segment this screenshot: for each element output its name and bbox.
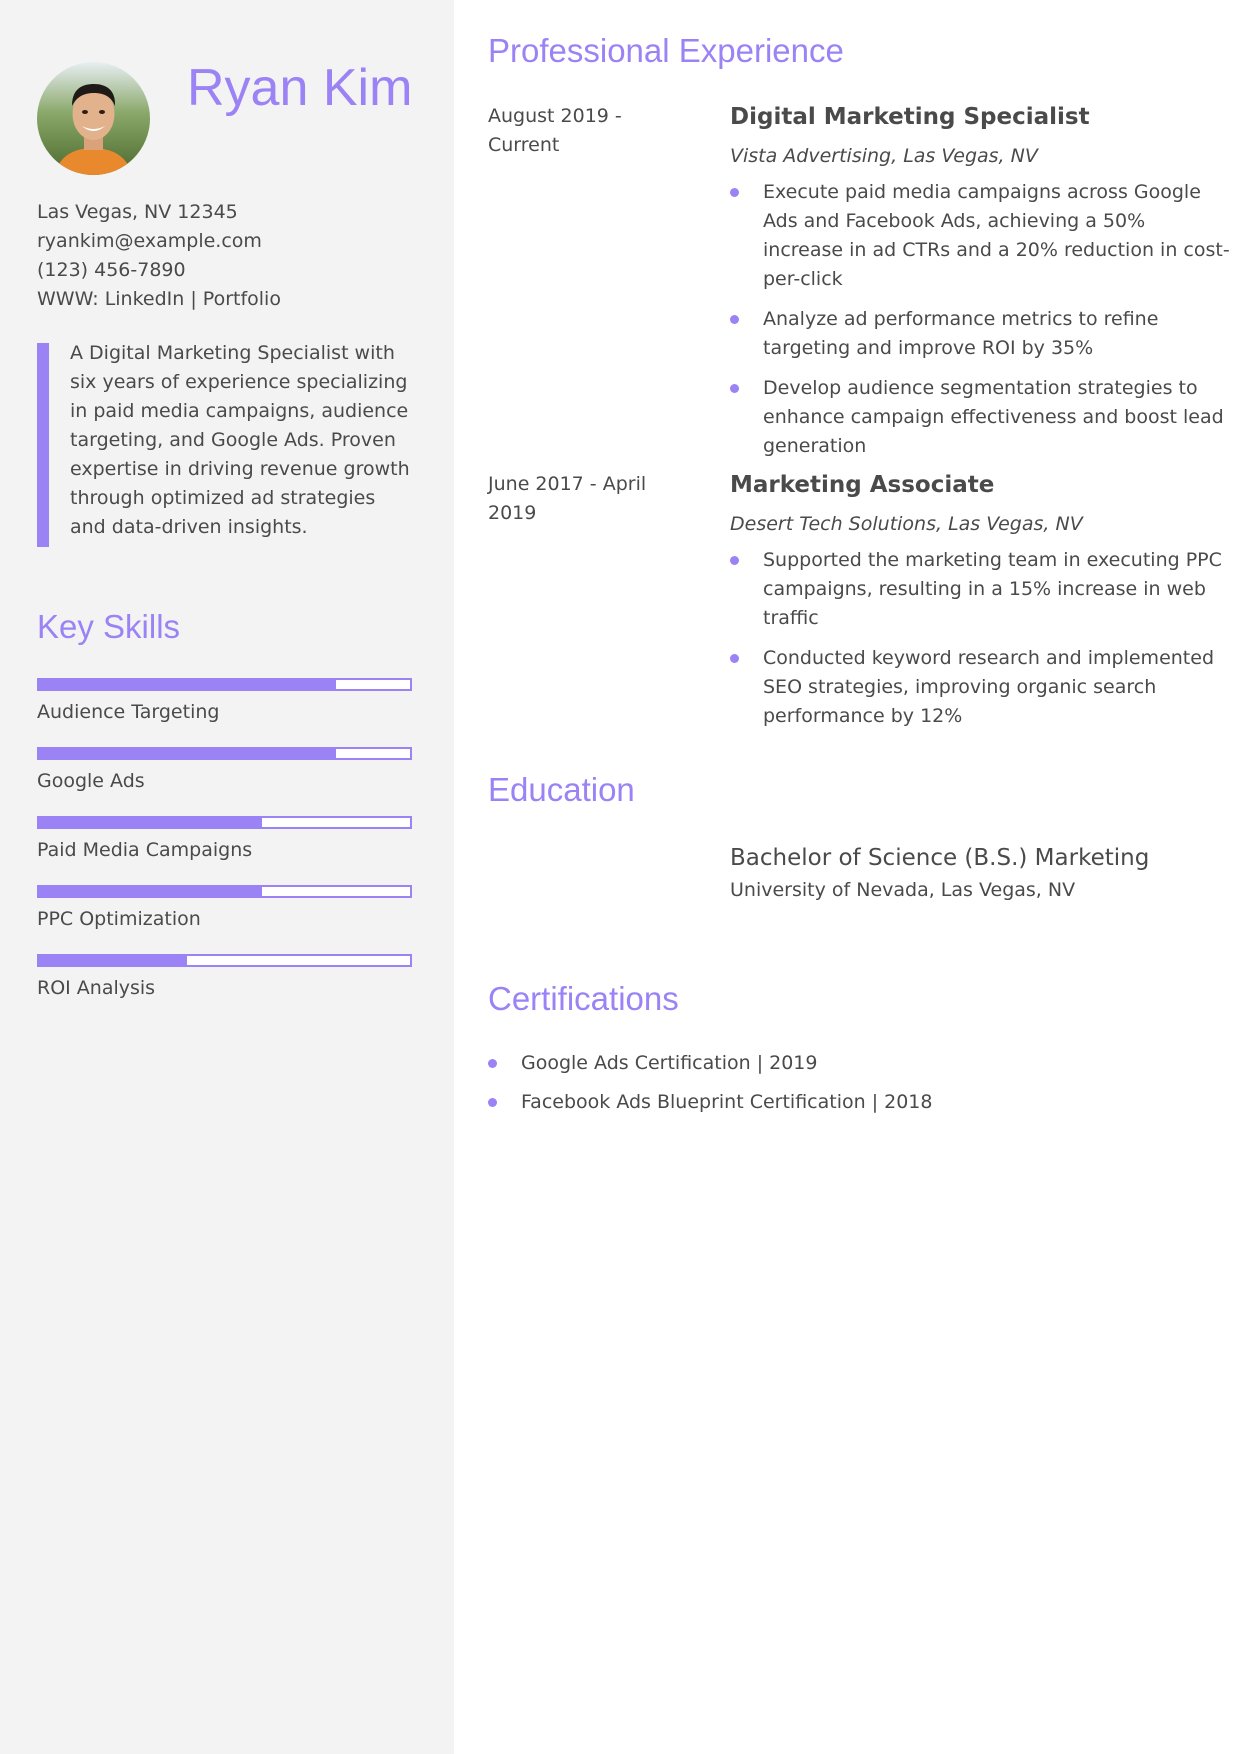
bullet-dot-icon <box>730 654 739 663</box>
certification-text: Google Ads Certification | 2019 <box>521 1052 818 1074</box>
profile-photo <box>37 62 150 175</box>
skill-bar-fill <box>39 680 336 689</box>
phone: (123) 456-7890 <box>37 259 186 281</box>
address: Las Vegas, NV 12345 <box>37 201 238 223</box>
bullet-item <box>730 178 1230 294</box>
skill-bar <box>37 816 412 829</box>
bullet-text: Execute paid media campaigns across Google Ads and Facebook Ads, achieving a 50% increase in ad CTRs and a 20% reduction in cost-per-click <box>763 181 1230 290</box>
certification-item <box>488 1049 933 1078</box>
summary-block <box>37 343 412 547</box>
job-title: Digital Marketing Specialist <box>730 104 1090 130</box>
certifications-heading: Certifications <box>488 980 679 1017</box>
skill-bar <box>37 954 412 967</box>
bullet-item <box>730 644 1230 731</box>
bullet-dot-icon <box>730 188 739 197</box>
contact-info <box>37 198 281 314</box>
skill-label: PPC Optimization <box>37 908 201 930</box>
summary-text: A Digital Marketing Specialist with six years of experience specializing in paid media campaigns, audience targeting, and Google Ads. Proven expertise in driving revenue growth through optimized ad strategies and data-driven insights. <box>70 342 410 538</box>
bullet-dot-icon <box>730 556 739 565</box>
web-links[interactable]: WWW: LinkedIn | Portfolio <box>37 288 281 310</box>
bullet-dot-icon <box>730 315 739 324</box>
certification-item <box>488 1088 933 1117</box>
job-title: Marketing Associate <box>730 472 995 498</box>
job-bullets <box>730 546 1230 731</box>
skill-item <box>37 816 412 885</box>
skill-bar <box>37 885 412 898</box>
degree: Bachelor of Science (B.S.) Marketing <box>730 845 1150 871</box>
skill-label: Paid Media Campaigns <box>37 839 253 861</box>
experience-heading: Professional Experience <box>488 32 844 69</box>
skill-bar <box>37 678 412 691</box>
skill-label: ROI Analysis <box>37 977 156 999</box>
bullet-text: Conducted keyword research and implemented SEO strategies, improving organic search performance by 12% <box>763 647 1214 727</box>
skill-bar-fill <box>39 887 262 896</box>
bullet-text: Supported the marketing team in executing PPC campaigns, resulting in a 15% increase in web traffic <box>763 549 1222 629</box>
bullet-item <box>730 305 1230 363</box>
skills-heading: Key Skills <box>37 608 181 645</box>
avatar-image <box>37 62 150 175</box>
skill-label: Google Ads <box>37 770 145 792</box>
certifications-list <box>488 1049 933 1127</box>
skill-item <box>37 678 412 747</box>
bullet-text: Analyze ad performance metrics to refine targeting and improve ROI by 35% <box>763 308 1159 359</box>
job-company: Desert Tech Solutions, Las Vegas, NV <box>730 513 1083 535</box>
job-bullets <box>730 178 1230 461</box>
job-details <box>730 102 1230 472</box>
education-heading: Education <box>488 771 635 808</box>
candidate-name: Ryan Kim <box>187 59 413 117</box>
job-date: August 2019 - Current <box>488 105 622 156</box>
job-date: June 2017 - April 2019 <box>488 473 647 524</box>
sidebar <box>0 0 454 1754</box>
bullet-item <box>730 374 1230 461</box>
skill-item <box>37 885 412 954</box>
skill-item <box>37 747 412 816</box>
skill-bar-fill <box>39 749 336 758</box>
bullet-dot-icon <box>730 384 739 393</box>
skill-bar-fill <box>39 818 262 827</box>
skills-list <box>37 678 412 1023</box>
job-company: Vista Advertising, Las Vegas, NV <box>730 145 1038 167</box>
skill-bar-fill <box>39 956 187 965</box>
skill-item <box>37 954 412 1023</box>
job-details <box>730 470 1230 742</box>
main-content <box>454 0 1239 1754</box>
skill-label: Audience Targeting <box>37 701 220 723</box>
bullet-item <box>730 546 1230 633</box>
email[interactable]: ryankim@example.com <box>37 230 262 252</box>
education-entry <box>730 842 1149 905</box>
certification-text: Facebook Ads Blueprint Certification | 2018 <box>521 1091 933 1113</box>
bullet-dot-icon <box>488 1098 497 1107</box>
skill-bar <box>37 747 412 760</box>
bullet-dot-icon <box>488 1059 497 1068</box>
bullet-text: Develop audience segmentation strategies to enhance campaign effectiveness and boost lead generation <box>763 377 1224 457</box>
school: University of Nevada, Las Vegas, NV <box>730 879 1076 901</box>
